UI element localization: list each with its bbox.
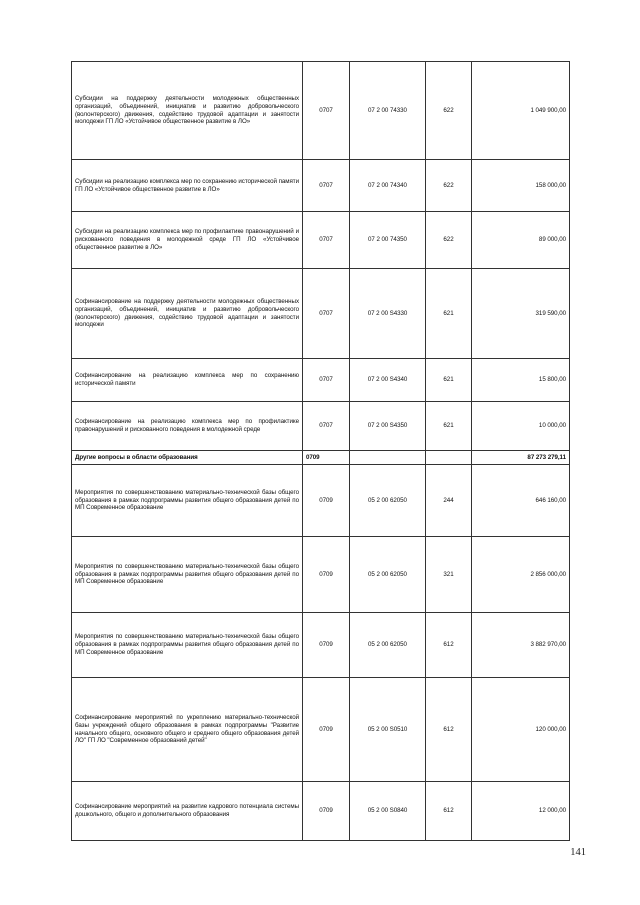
row-expense-type: 621 (426, 359, 472, 402)
row-expense-type (426, 451, 472, 465)
row-section-code: 0709 (303, 451, 350, 465)
row-target-article: 05 2 00 S0510 (350, 678, 426, 782)
table-row (72, 537, 570, 613)
row-description: Софинансирование на поддержку деятельности молодежных общественных организаций, объединений, инициатив и развитию добровольческого (волонтерского) движения, содействию трудовой адаптации и занятости молодежи (72, 269, 303, 359)
row-amount: 3 882 970,00 (472, 613, 570, 678)
row-amount: 646 160,00 (472, 465, 570, 537)
row-section-code: 0707 (303, 62, 350, 160)
row-description: Другие вопросы в области образования (72, 451, 303, 465)
row-description: Мероприятия по совершенствованию материально-технической базы общего образования в рамках подпрограммы развития общего образования детей по МП Современное образование (72, 537, 303, 613)
row-expense-type: 321 (426, 537, 472, 613)
row-description: Субсидии на поддержку деятельности молодежных общественных организаций, объединений, инициатив и развитию добровольческого (волонтерского) движения, содействию трудовой адаптации и занятости молодежи ГП ЛО «Устойчивое общественное развитие в ЛО» (72, 62, 303, 160)
row-target-article: 05 2 00 62050 (350, 537, 426, 613)
row-section-code: 0707 (303, 359, 350, 402)
budget-table (71, 61, 570, 841)
row-description: Субсидии на реализацию комплекса мер по профилактике правонарушений и рискованного поведения в молодежной среде ГП ЛО «Устойчивое общественное развитие в ЛО» (72, 212, 303, 269)
table-row (72, 613, 570, 678)
row-section-code: 0707 (303, 212, 350, 269)
row-section-code: 0709 (303, 613, 350, 678)
table-row (72, 465, 570, 537)
row-description: Мероприятия по совершенствованию материально-технической базы общего образования в рамках подпрограммы развития общего образования детей по МП Современное образование (72, 465, 303, 537)
row-target-article: 05 2 00 62050 (350, 465, 426, 537)
row-amount: 10 000,00 (472, 402, 570, 451)
table-row (72, 160, 570, 212)
row-expense-type: 612 (426, 613, 472, 678)
row-amount: 87 273 279,11 (472, 451, 570, 465)
row-target-article: 07 2 00 74330 (350, 62, 426, 160)
row-expense-type: 622 (426, 212, 472, 269)
row-target-article: 07 2 00 S4340 (350, 359, 426, 402)
row-amount: 12 000,00 (472, 782, 570, 841)
row-section-code: 0707 (303, 269, 350, 359)
row-section-code: 0709 (303, 465, 350, 537)
table-row (72, 402, 570, 451)
row-target-article: 07 2 00 74350 (350, 212, 426, 269)
table-row (72, 212, 570, 269)
row-description: Софинансирование мероприятий по укреплению материально-технической базы учреждений общего образования в рамках подпрограммы "Развитие начального общего, основного общего и среднего общего образования детей ЛО" ГП ЛО "Современное образований детей" (72, 678, 303, 782)
row-target-article: 05 2 00 62050 (350, 613, 426, 678)
table-row (72, 62, 570, 160)
row-description: Субсидии на реализацию комплекса мер по сохранению исторической памяти ГП ЛО «Устойчивое общественное развитие в ЛО» (72, 160, 303, 212)
row-expense-type: 621 (426, 402, 472, 451)
row-section-code: 0707 (303, 402, 350, 451)
row-target-article: 07 2 00 74340 (350, 160, 426, 212)
row-target-article: 05 2 00 S0840 (350, 782, 426, 841)
row-amount: 158 000,00 (472, 160, 570, 212)
row-description: Мероприятия по совершенствованию материально-технической базы общего образования в рамках подпрограммы развития общего образования детей по МП Современное образование (72, 613, 303, 678)
row-amount: 89 000,00 (472, 212, 570, 269)
row-amount: 319 590,00 (472, 269, 570, 359)
row-target-article: 07 2 00 S4330 (350, 269, 426, 359)
row-description: Софинансирование на реализацию комплекса мер по профилактике правонарушений и рискованного поведения в молодежной среде (72, 402, 303, 451)
row-expense-type: 244 (426, 465, 472, 537)
row-amount: 2 856 000,00 (472, 537, 570, 613)
row-expense-type: 612 (426, 678, 472, 782)
row-section-code: 0709 (303, 678, 350, 782)
row-section-code: 0707 (303, 160, 350, 212)
row-amount: 120 000,00 (472, 678, 570, 782)
table-row-section-total (72, 451, 570, 465)
row-description: Софинансирование мероприятий на развитие кадрового потенциала системы дошкольного, общего и дополнительного образования (72, 782, 303, 841)
row-target-article (350, 451, 426, 465)
table-row (72, 359, 570, 402)
row-description: Софинансирование на реализацию комплекса мер по сохранению исторической памяти (72, 359, 303, 402)
row-section-code: 0709 (303, 782, 350, 841)
row-section-code: 0709 (303, 537, 350, 613)
row-amount: 15 800,00 (472, 359, 570, 402)
row-target-article: 07 2 00 S4350 (350, 402, 426, 451)
page-number: 141 (570, 847, 586, 858)
row-expense-type: 612 (426, 782, 472, 841)
row-expense-type: 622 (426, 160, 472, 212)
row-expense-type: 621 (426, 269, 472, 359)
table-row (72, 269, 570, 359)
row-amount: 1 049 900,00 (472, 62, 570, 160)
table-row (72, 678, 570, 782)
table-row (72, 782, 570, 841)
row-expense-type: 622 (426, 62, 472, 160)
